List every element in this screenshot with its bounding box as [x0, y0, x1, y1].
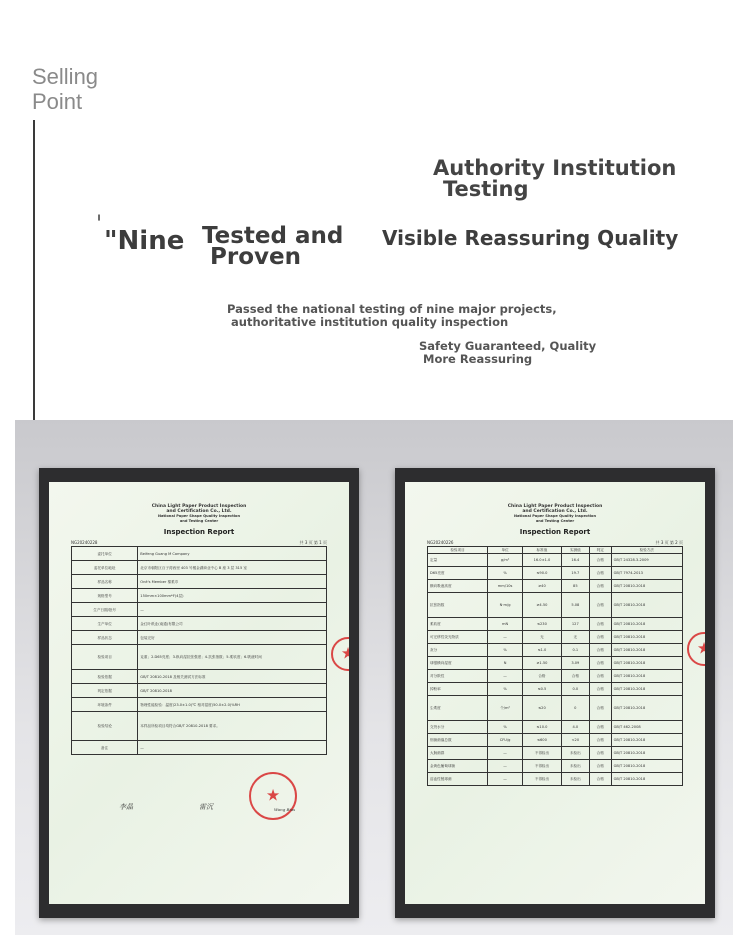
table-cell: ≤0.5	[523, 683, 562, 696]
nine-heading: "Nine	[104, 226, 185, 256]
signature-inspector: 李晶	[119, 803, 133, 811]
table-row	[72, 684, 327, 698]
table-header-cell: 判定	[589, 547, 611, 554]
table-row	[428, 618, 683, 631]
report-table-left	[71, 546, 327, 755]
table-cell: GB/T 20810-2018	[611, 593, 682, 618]
table-row	[428, 644, 683, 657]
table-cell: 对分散性	[428, 670, 488, 683]
table-row	[428, 773, 683, 786]
table-label-cell: 委托单位地址	[72, 561, 138, 575]
table-cell: GB/T 20810-2018	[611, 580, 682, 593]
table-cell: 合格	[589, 696, 611, 721]
table-cell: <20	[561, 734, 589, 747]
table-row	[72, 575, 327, 589]
table-label-cell: 样品状态	[72, 631, 138, 645]
table-cell: 细菌菌落总数	[428, 734, 488, 747]
table-cell: 16.4	[561, 554, 589, 567]
authority-heading	[433, 158, 676, 200]
table-cell: 灰分	[428, 644, 488, 657]
red-stamp	[249, 772, 297, 820]
table-header-cell: 检验项目	[428, 547, 488, 554]
table-cell: 0.0	[561, 683, 589, 696]
table-cell: N·m/g	[488, 593, 523, 618]
table-cell: —	[488, 760, 523, 773]
table-row	[428, 760, 683, 773]
table-row	[72, 670, 327, 684]
red-stamp-edge	[687, 632, 705, 666]
org-name	[405, 504, 705, 524]
table-cell: g/m²	[488, 554, 523, 567]
table-header-row	[428, 547, 683, 554]
table-cell: 溶血性链球菌	[428, 773, 488, 786]
table-cell: 交货水分	[428, 721, 488, 734]
table-cell: ≤20	[523, 696, 562, 721]
selling-line: Selling	[32, 64, 99, 89]
table-header-cell: 检验方法	[611, 547, 682, 554]
table-cell: 合格	[589, 760, 611, 773]
table-cell: 个/m²	[488, 696, 523, 721]
table-value-cell: —	[138, 741, 327, 755]
table-label-cell: 检验项目	[72, 645, 138, 670]
table-row	[72, 712, 327, 741]
table-cell: GB/T 20810-2018	[611, 657, 682, 670]
table-value-cell: 包装完好	[138, 631, 327, 645]
table-cell: 合格	[589, 721, 611, 734]
table-row	[72, 631, 327, 645]
doc-number: NG20240226	[427, 540, 454, 545]
table-cell: —	[488, 631, 523, 644]
table-cell: GB/T 20810-2018	[611, 644, 682, 657]
table-row	[428, 734, 683, 747]
table-header-cell: 单位	[488, 547, 523, 554]
page-number: 共 3 页 第 1 页	[299, 540, 327, 545]
org-line: and Testing Center	[179, 519, 219, 523]
org-line: National Paper Shape Quality Inspection	[157, 514, 241, 518]
table-label-cell: 生产日期/批号	[72, 603, 138, 617]
org-line: and Certification Co., Ltd.	[166, 509, 232, 514]
table-cell: 0	[561, 696, 589, 721]
org-line: China Light Paper Product Inspection	[151, 504, 247, 509]
table-row	[72, 741, 327, 755]
table-cell: 127	[561, 618, 589, 631]
table-cell: %	[488, 644, 523, 657]
table-cell: 合格	[589, 580, 611, 593]
table-value-cell: 150mm×100mm*F(4层)	[138, 589, 327, 603]
table-row	[72, 698, 327, 712]
table-cell: GB/T 20810-2018	[611, 760, 682, 773]
page-number: 共 3 页 第 2 页	[655, 540, 683, 545]
table-value-cell: Beifeng Guang M Company	[138, 547, 327, 561]
table-label-cell: 检验结论	[72, 712, 138, 741]
table-cell: GB/T 20810-2018	[611, 618, 682, 631]
report-title: Inspection Report	[163, 528, 235, 536]
table-label-cell: 检验依据	[72, 670, 138, 684]
table-row	[428, 631, 683, 644]
org-line: and Certification Co., Ltd.	[522, 509, 588, 514]
table-row	[72, 547, 327, 561]
passed-line-2: authoritative institution quality inspection	[231, 315, 509, 329]
table-row	[428, 747, 683, 760]
table-cell: 合格	[589, 554, 611, 567]
table-cell: 合格	[589, 593, 611, 618]
table-cell: %	[488, 683, 523, 696]
authority-line-1: Authority Institution	[433, 156, 677, 180]
table-cell: 不得检出	[523, 760, 562, 773]
table-cell: N	[488, 657, 523, 670]
table-cell: 未检出	[561, 747, 589, 760]
table-row	[428, 657, 683, 670]
table-label-cell: 样品名称	[72, 575, 138, 589]
table-cell: GB/T 7974-2013	[611, 567, 682, 580]
table-cell: GB/T 20810-2018	[611, 747, 682, 760]
table-cell: ≤10.0	[523, 721, 562, 734]
table-cell: GB/T 20810-2018	[611, 670, 682, 683]
tested-heading	[202, 223, 344, 270]
table-cell: D65亮度	[428, 567, 488, 580]
table-row	[428, 696, 683, 721]
table-cell: %	[488, 567, 523, 580]
table-row	[72, 645, 327, 670]
table-label-cell: 生产单位	[72, 617, 138, 631]
table-cell: 可迁移性荧光物质	[428, 631, 488, 644]
report-paper-right	[405, 482, 705, 904]
tested-line-2: Proven	[210, 244, 301, 270]
red-stamp-edge	[331, 637, 349, 671]
table-cell: CFU/g	[488, 734, 523, 747]
table-cell: 16.0±1.0	[523, 554, 562, 567]
table-row	[428, 593, 683, 618]
table-cell: GB/T 20810-2018	[611, 734, 682, 747]
report-frame-right	[395, 468, 715, 918]
table-cell: 大肠菌群	[428, 747, 488, 760]
table-cell: —	[488, 670, 523, 683]
table-cell: GB/T 20810-2018	[611, 631, 682, 644]
table-cell: 定量	[428, 554, 488, 567]
report-frame-left	[39, 468, 359, 918]
point-line: Point	[32, 89, 83, 114]
table-cell: —	[488, 747, 523, 760]
table-header-cell: 实测值	[561, 547, 589, 554]
table-cell: GB/T 24328.3-2009	[611, 554, 682, 567]
table-cell: 不得检出	[523, 747, 562, 760]
table-cell: 合格	[589, 683, 611, 696]
table-cell: 柔软度	[428, 618, 488, 631]
table-row	[428, 721, 683, 734]
safety-text	[419, 340, 596, 366]
table-header-cell: 标准值	[523, 547, 562, 554]
table-label-cell: 环境条件	[72, 698, 138, 712]
header-section	[0, 0, 750, 420]
table-value-cell: GB/T 20810-2018	[138, 684, 327, 698]
table-cell: 合格	[589, 734, 611, 747]
authority-line-2: Testing	[443, 177, 529, 201]
table-cell: ≤230	[523, 618, 562, 631]
tested-line-1: Tested and	[202, 223, 344, 249]
table-value-cell: GB/T 20810-2018 及相关测试方法标准	[138, 670, 327, 684]
table-cell: 合格	[589, 747, 611, 760]
table-cell: 合格	[589, 631, 611, 644]
table-value-cell: —	[138, 603, 327, 617]
table-cell: 0.1	[561, 644, 589, 657]
table-cell: 85	[561, 580, 589, 593]
passed-text	[227, 303, 557, 329]
table-cell: —	[488, 773, 523, 786]
table-cell: 4.0	[561, 721, 589, 734]
table-cell: 尘埃度	[428, 696, 488, 721]
table-row	[72, 561, 327, 575]
safety-line-1: Safety Guaranteed, Quality	[419, 339, 597, 353]
signature-approver: Wang Bias	[274, 807, 296, 812]
table-cell: GB/T 20810-2018	[611, 683, 682, 696]
table-cell: 未检出	[561, 760, 589, 773]
table-cell: ≥4.50	[523, 593, 562, 618]
table-cell: 合格	[589, 567, 611, 580]
table-cell: 无	[523, 631, 562, 644]
table-value-cell: 北京市朝阳区百子湾西里 403 号楼金湖商业中心 B 座 3 层 315 室	[138, 561, 327, 575]
table-cell: GB/T 20810-2018	[611, 696, 682, 721]
table-cell: mm/10s	[488, 580, 523, 593]
table-label-cell: 规格型号	[72, 589, 138, 603]
table-cell: 横向吸液高度	[428, 580, 488, 593]
table-cell: 合格	[561, 670, 589, 683]
table-value-cell: Oné's Member 棉柔巾	[138, 575, 327, 589]
table-value-cell: 物理性能检验：温度(23.0±1.0)℃ 相对湿度(50.0±2.0)%RH	[138, 698, 327, 712]
table-value-cell: 克重；2.D65亮度；3.纵向湿抗张强度；4.抗张指数；5.柔软度；6.吸液时间	[138, 645, 327, 670]
table-cell: ≤90.0	[523, 567, 562, 580]
org-name	[49, 504, 349, 524]
table-cell: ≥1.50	[523, 657, 562, 670]
org-line: China Light Paper Product Inspection	[507, 504, 603, 509]
report-paper-left	[49, 482, 349, 904]
report-title: Inspection Report	[519, 528, 591, 536]
table-row	[428, 567, 683, 580]
safety-line-2: More Reassuring	[423, 352, 533, 366]
table-cell: 合格	[589, 657, 611, 670]
table-cell: mN	[488, 618, 523, 631]
table-label-cell: 判定依据	[72, 684, 138, 698]
table-row	[428, 683, 683, 696]
table-cell: 合格	[523, 670, 562, 683]
table-value-cell: 本样品所检项目均符合GB/T 20810-2018 要求。	[138, 712, 327, 741]
table-cell: 3.09	[561, 657, 589, 670]
table-cell: GB/T 462-2008	[611, 721, 682, 734]
table-row	[72, 589, 327, 603]
table-cell: %	[488, 721, 523, 734]
table-row	[428, 554, 683, 567]
doc-number: NG20240228	[71, 540, 98, 545]
table-cell: GB/T 20810-2018	[611, 773, 682, 786]
table-row	[428, 580, 683, 593]
table-cell: 合格	[589, 618, 611, 631]
table-row	[428, 670, 683, 683]
table-cell: 合格	[589, 644, 611, 657]
signature-reviewer: 雷沉	[199, 803, 213, 811]
passed-line-1: Passed the national testing of nine major projects,	[227, 302, 557, 316]
selling-point-label	[32, 64, 98, 114]
visible-quality-heading: Visible Reassuring Quality	[382, 226, 679, 250]
table-cell: 不得检出	[523, 773, 562, 786]
table-label-cell: 备注	[72, 741, 138, 755]
org-line: National Paper Shape Quality Inspection	[513, 514, 597, 518]
table-value-cell: 金红叶纸业(南通)有限公司	[138, 617, 327, 631]
table-row	[72, 617, 327, 631]
quote-mark: '	[96, 212, 103, 237]
table-cell: 球强横向湿度	[428, 657, 488, 670]
table-cell: 5.08	[561, 593, 589, 618]
table-cell: 掉粉率	[428, 683, 488, 696]
table-cell: 19.7	[561, 567, 589, 580]
table-cell: ≤600	[523, 734, 562, 747]
org-line: and Testing Center	[535, 519, 575, 523]
table-cell: ≥40	[523, 580, 562, 593]
table-cell: 无	[561, 631, 589, 644]
table-row	[72, 603, 327, 617]
report-table-right	[427, 546, 683, 786]
table-cell: 合格	[589, 670, 611, 683]
table-cell: 合格	[589, 773, 611, 786]
table-cell: ≤1.0	[523, 644, 562, 657]
vertical-divider	[33, 120, 35, 420]
table-label-cell: 委托单位	[72, 547, 138, 561]
table-cell: 金黄色葡萄球菌	[428, 760, 488, 773]
table-cell: 未检出	[561, 773, 589, 786]
table-cell: 抗张指数	[428, 593, 488, 618]
